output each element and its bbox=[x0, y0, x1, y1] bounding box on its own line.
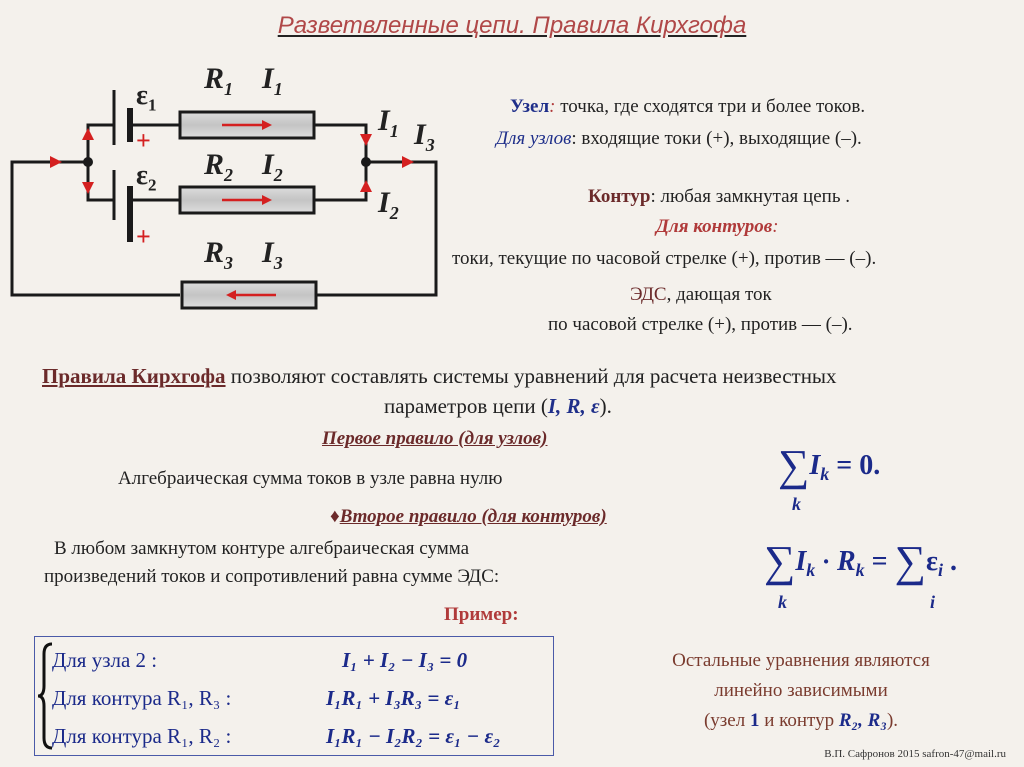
rule2-text-line2: произведений токов и сопротивлений равна сумме ЭДС: bbox=[44, 566, 500, 587]
example-heading: Пример: bbox=[444, 604, 519, 625]
wire-branch1-right bbox=[314, 125, 366, 162]
kirchhoff-intro-line1: Правила Кирхгофа позволяют составлять системы уравнений для расчета неизвестных bbox=[42, 364, 837, 388]
plus-sign-emf2: + bbox=[136, 222, 151, 251]
label-i2-right: $I_2$ bbox=[378, 186, 399, 223]
plus-sign-emf1: + bbox=[136, 126, 151, 155]
rule2-text-line1: В любом замкнутом контуре алгебраическая сумма bbox=[54, 538, 470, 559]
wire-branch2-right bbox=[314, 162, 366, 200]
label-i1: $I_1$ bbox=[262, 62, 283, 99]
contour-rule-heading: Для контуров: bbox=[656, 216, 779, 237]
contour-rule-currents: токи, текущие по часовой стрелке (+), против — (–). bbox=[452, 248, 877, 269]
arrow-branch2-down bbox=[82, 182, 94, 194]
node-right bbox=[361, 157, 371, 167]
wire-outer-right bbox=[316, 162, 436, 295]
example-row2-label: Для контура R₁, R₃ : bbox=[52, 686, 232, 710]
rule1-text: Алгебраическая сумма токов в узле равна нулю bbox=[118, 468, 503, 489]
example-note-line2: линейно зависимыми bbox=[714, 680, 888, 701]
label-i3-right: $I_3$ bbox=[414, 118, 435, 155]
node-rule: Для узлов: входящие токи (+), выходящие (–). bbox=[496, 128, 862, 149]
contour-rule-emf-direction: по часовой стрелке (+), против — (–). bbox=[548, 314, 853, 335]
rule2-sum-index-k: k bbox=[778, 592, 787, 612]
label-emf1: $\varepsilon_1$ bbox=[136, 80, 157, 115]
label-r3: $R_3$ bbox=[204, 236, 234, 273]
circuit-diagram bbox=[0, 60, 480, 390]
example-row1-label: Для узла 2 : bbox=[52, 648, 158, 672]
node-definition: Узел: точка, где сходятся три и более токов. bbox=[510, 96, 866, 117]
arrow-left-in bbox=[50, 156, 62, 168]
rule1-sum-index: k bbox=[792, 494, 801, 514]
node-left bbox=[83, 157, 93, 167]
page-title: Разветвленные цепи. Правила Кирхгофа bbox=[277, 12, 747, 39]
label-i1-right: $I_1$ bbox=[378, 104, 399, 141]
example-row2-equation: I₁R₁ + I₃R₃ = ε₁ bbox=[326, 686, 461, 710]
label-r2: $R_2$ bbox=[204, 148, 234, 185]
contour-rule-emf: ЭДС, дающая ток bbox=[630, 284, 772, 305]
rule1-formula: $\sum I_k = 0$. bbox=[778, 441, 881, 490]
wire-branch1-left bbox=[88, 125, 114, 162]
kirchhoff-intro-line2: параметров цепи (I, R, ε). bbox=[384, 394, 612, 418]
rule2-formula: $\sum I_k \cdot R_k = \sum\varepsilon_i$ . bbox=[764, 537, 957, 586]
example-row3-label: Для контура R₁, R₂ : bbox=[52, 724, 232, 748]
label-r1: $R_1$ bbox=[204, 62, 234, 99]
arrow-i1-down bbox=[360, 134, 372, 146]
wire-branch2-left bbox=[88, 162, 114, 200]
rule2-heading: ♦Второе правило (для контуров) bbox=[330, 506, 607, 527]
footer-credit: В.П. Сафронов 2015 safron-47@mail.ru bbox=[824, 748, 1006, 760]
label-i3: $I_3$ bbox=[262, 236, 283, 273]
example-row3-equation: I₁R₁ − I₂R₂ = ε₁ − ε₂ bbox=[326, 724, 501, 748]
label-emf2: $\varepsilon_2$ bbox=[136, 160, 157, 195]
example-note-line3: (узел 1 и контур R₂, R₃). bbox=[703, 710, 899, 731]
rule2-sum-index-i: i bbox=[930, 592, 936, 612]
label-i2: $I_2$ bbox=[262, 148, 283, 185]
example-row1-equation: I₁ + I₂ − I₃ = 0 bbox=[342, 648, 468, 672]
rule1-heading: Первое правило (для узлов) bbox=[322, 428, 548, 449]
arrow-i3-right bbox=[402, 156, 414, 168]
arrow-branch1-up bbox=[82, 128, 94, 140]
arrow-i2-up bbox=[360, 180, 372, 192]
contour-definition: Контур: любая замкнутая цепь . bbox=[588, 186, 850, 207]
example-note-line1: Остальные уравнения являются bbox=[672, 650, 930, 671]
